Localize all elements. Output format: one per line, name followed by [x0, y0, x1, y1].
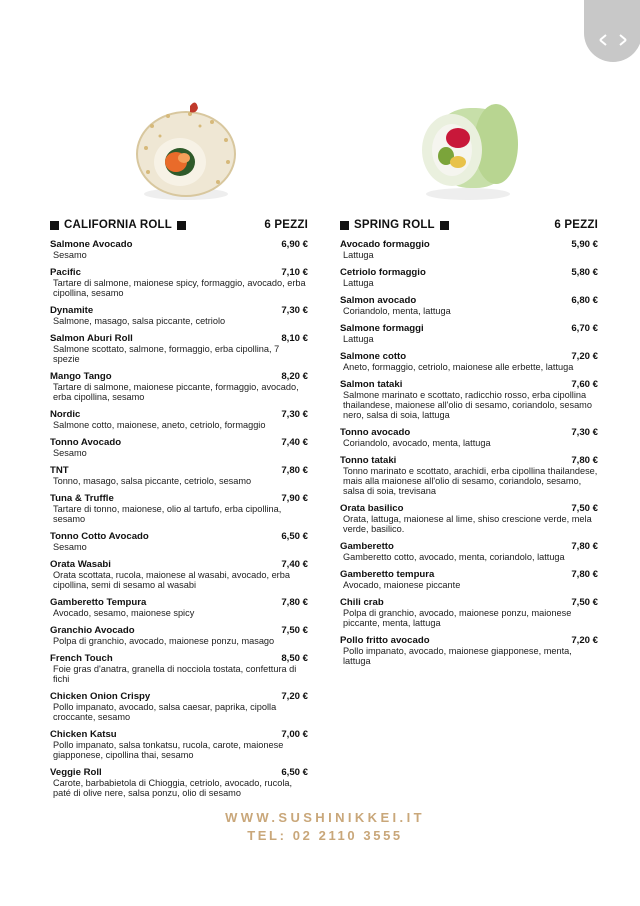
menu-item-name: Orata basilico — [340, 503, 404, 514]
menu-item-price: 7,50 € — [571, 597, 598, 608]
menu-item-description: Orata scottata, rucola, maionese al wasabi, avocado, erba cipollina, semi di sesamo al wasabi — [53, 570, 290, 590]
menu-item-price: 7,30 € — [281, 305, 308, 316]
menu-item-name: Salmon tataki — [340, 379, 403, 390]
square-bullet-icon — [440, 221, 449, 230]
menu-item-name: Avocado formaggio — [340, 239, 430, 250]
menu-item-row — [340, 597, 598, 608]
footer-phone[interactable]: TEL: 02 2110 3555 — [247, 828, 403, 843]
menu-item-row — [340, 295, 598, 306]
menu-item-row — [50, 305, 308, 316]
arrows-icon — [596, 34, 630, 46]
menu-item-name: Tonno Avocado — [50, 437, 122, 448]
menu-item — [50, 239, 308, 260]
california-roll-section — [50, 218, 308, 805]
section-title: SPRING ROLL — [354, 219, 435, 231]
menu-item — [50, 691, 308, 722]
menu-item-name: Orata Wasabi — [50, 559, 111, 570]
menu-item-price: 8,20 € — [281, 371, 308, 382]
menu-item-price: 7,20 € — [281, 691, 308, 702]
menu-item-description: Polpa di granchio, avocado, maionese ponzu, maionese piccante, menta, lattuga — [343, 608, 572, 628]
menu-item — [50, 465, 308, 486]
menu-item-description: Salmone cotto, maionese, aneto, cetriolo, formaggio — [53, 420, 266, 430]
menu-item-description: Tartare di salmone, maionese piccante, formaggio, avocado, erba cipollina, sesamo — [53, 382, 299, 402]
menu-item-price: 7,00 € — [281, 729, 308, 740]
footer-website[interactable]: WWW.SUSHINIKKEI.IT — [225, 810, 425, 825]
menu-item-name: Gamberetto tempura — [340, 569, 435, 580]
menu-item-price: 7,50 € — [281, 625, 308, 636]
menu-item — [340, 427, 598, 448]
section-pieces: 6 PEZZI — [554, 219, 598, 231]
menu-item — [50, 333, 308, 364]
corner-menu-button[interactable] — [584, 0, 640, 62]
menu-item-row — [340, 379, 598, 390]
menu-item — [50, 625, 308, 646]
menu-item-price: 6,70 € — [571, 323, 598, 334]
menu-item-row — [50, 409, 308, 420]
menu-item-name: Chicken Onion Crispy — [50, 691, 151, 702]
menu-item-price: 7,80 € — [281, 465, 308, 476]
menu-item-description: Sesamo — [53, 250, 87, 260]
menu-item-price: 7,80 € — [571, 541, 598, 552]
menu-item-row — [340, 635, 598, 646]
menu-item — [50, 437, 308, 458]
menu-item-price: 5,90 € — [571, 239, 598, 250]
menu-item-description: Tonno, masago, salsa piccante, cetriolo, sesamo — [53, 476, 252, 486]
menu-item-name: Gamberetto — [340, 541, 394, 552]
menu-item-row — [50, 767, 308, 778]
square-bullet-icon — [50, 221, 59, 230]
menu-item-price: 6,50 € — [281, 767, 308, 778]
menu-item-row — [50, 625, 308, 636]
menu-item-row — [340, 351, 598, 362]
menu-item-name: Salmone formaggi — [340, 323, 424, 334]
menu-item-price: 7,40 € — [281, 437, 308, 448]
menu-item-row — [340, 427, 598, 438]
menu-item-name: Nordic — [50, 409, 81, 420]
menu-item-row — [50, 239, 308, 250]
menu-item — [340, 455, 598, 496]
menu-item-name: French Touch — [50, 653, 113, 664]
menu-item-description: Carote, barbabietola di Chioggia, cetriolo, avocado, rucola, paté di olive nere, salsa ponzu, olio di sesamo — [53, 778, 293, 798]
menu-item-description: Coriandolo, menta, lattuga — [343, 306, 451, 316]
menu-item — [340, 323, 598, 344]
menu-item-description: Avocado, maionese piccante — [343, 580, 461, 590]
menu-item-description: Tonno marinato e scottato, arachidi, erba cipollina thailandese, mais alla maionese all'olio di sesamo, coriandolo, sesamo, salsa di soia, trevisana — [343, 466, 598, 496]
menu-item-description: Sesamo — [53, 448, 87, 458]
menu-item-row — [340, 541, 598, 552]
menu-item-name: Pacific — [50, 267, 81, 278]
menu-item-name: Salmone Avocado — [50, 239, 133, 250]
menu-item — [50, 559, 308, 590]
menu-item-row — [50, 267, 308, 278]
spring-roll-header — [340, 218, 598, 232]
menu-item — [50, 493, 308, 524]
menu-item-price: 7,40 € — [281, 559, 308, 570]
menu-item-description: Avocado, sesamo, maionese spicy — [53, 608, 195, 618]
menu-item — [50, 597, 308, 618]
section-pieces: 6 PEZZI — [264, 219, 308, 231]
menu-item-description: Lattuga — [343, 250, 374, 260]
menu-item-row — [340, 323, 598, 334]
menu-item-row — [50, 437, 308, 448]
spring-items-list — [340, 239, 598, 666]
menu-item — [340, 351, 598, 372]
california-items-list — [50, 239, 308, 798]
menu-item-description: Tartare di tonno, maionese, olio al tartufo, erba cipollina, sesamo — [53, 504, 282, 524]
square-bullet-icon — [177, 221, 186, 230]
menu-item-name: Granchio Avocado — [50, 625, 135, 636]
menu-item-name: Dynamite — [50, 305, 94, 316]
menu-item-price: 7,30 € — [281, 409, 308, 420]
menu-item-row — [50, 493, 308, 504]
menu-item-price: 7,30 € — [571, 427, 598, 438]
menu-item-row — [50, 333, 308, 344]
menu-item — [340, 295, 598, 316]
menu-item-price: 6,50 € — [281, 531, 308, 542]
menu-item — [50, 305, 308, 326]
menu-item-name: Veggie Roll — [50, 767, 102, 778]
menu-item-name: Mango Tango — [50, 371, 112, 382]
menu-item-name: Tonno Cotto Avocado — [50, 531, 149, 542]
menu-item-price: 8,50 € — [281, 653, 308, 664]
menu-item-row — [50, 531, 308, 542]
menu-item-description: Sesamo — [53, 542, 87, 552]
section-title: CALIFORNIA ROLL — [64, 219, 172, 231]
menu-item — [340, 379, 598, 420]
menu-item-row — [50, 597, 308, 608]
menu-item-name: Tonno avocado — [340, 427, 411, 438]
menu-item-description: Tartare di salmone, maionese spicy, formaggio, avocado, erba cipollina, sesamo — [53, 278, 306, 298]
menu-item-name: Tonno tataki — [340, 455, 397, 466]
menu-item-description: Salmone marinato e scottato, radicchio rosso, erba cipollina thailandese, maionese all'olio di sesamo, coriandolo, sesamo nero, salsa di soia, lattuga — [343, 390, 592, 420]
menu-item-description: Pollo impanato, avocado, maionese giapponese, menta, lattuga — [343, 646, 572, 666]
menu-item-price: 7,20 € — [571, 351, 598, 362]
menu-item-description: Coriandolo, avocado, menta, lattuga — [343, 438, 491, 448]
menu-item-name: Cetriolo formaggio — [340, 267, 426, 278]
menu-item-row — [50, 653, 308, 664]
menu-item-name: Salmon avocado — [340, 295, 417, 306]
menu-item-price: 7,50 € — [571, 503, 598, 514]
menu-item-row — [50, 729, 308, 740]
menu-item-description: Polpa di granchio, avocado, maionese ponzu, masago — [53, 636, 275, 646]
menu-item-row — [50, 465, 308, 476]
menu-item — [340, 569, 598, 590]
menu-item-price: 6,90 € — [281, 239, 308, 250]
square-bullet-icon — [340, 221, 349, 230]
menu-item-name: Gamberetto Tempura — [50, 597, 147, 608]
spring-roll-image — [408, 98, 524, 204]
menu-item — [340, 267, 598, 288]
menu-item-price: 7,10 € — [281, 267, 308, 278]
menu-item-description: Lattuga — [343, 278, 374, 288]
menu-item-description: Aneto, formaggio, cetriolo, maionese alle erbette, lattuga — [343, 362, 574, 372]
menu-item-name: Chicken Katsu — [50, 729, 117, 740]
california-roll-header — [50, 218, 308, 232]
menu-item-name: Salmon Aburi Roll — [50, 333, 133, 344]
menu-item-description: Salmone scottato, salmone, formaggio, erba cipollina, 7 spezie — [53, 344, 280, 364]
menu-item-description: Orata, lattuga, maionese al lime, shiso crescione verde, mela verde, basilico. — [343, 514, 592, 534]
menu-item-price: 6,80 € — [571, 295, 598, 306]
menu-item — [50, 371, 308, 402]
menu-item — [340, 503, 598, 534]
california-roll-image — [130, 96, 242, 208]
menu-item-description: Pollo impanato, avocado, salsa caesar, paprika, cipolla croccante, sesamo — [53, 702, 277, 722]
menu-item-price: 7,20 € — [571, 635, 598, 646]
menu-item — [340, 635, 598, 666]
menu-item-description: Salmone, masago, salsa piccante, cetriolo — [53, 316, 226, 326]
menu-item-row — [340, 455, 598, 466]
menu-item-price: 7,80 € — [571, 455, 598, 466]
menu-item — [340, 597, 598, 628]
menu-item-name: Chili crab — [340, 597, 384, 608]
menu-item-price: 7,80 € — [281, 597, 308, 608]
menu-item-row — [50, 371, 308, 382]
menu-item-price: 7,90 € — [281, 493, 308, 504]
menu-item-price: 7,80 € — [571, 569, 598, 580]
spring-roll-section — [340, 218, 598, 673]
menu-item-row — [340, 503, 598, 514]
menu-item-price: 8,10 € — [281, 333, 308, 344]
menu-item-name: TNT — [50, 465, 69, 476]
menu-item — [50, 267, 308, 298]
menu-item — [50, 531, 308, 552]
menu-item-price: 7,60 € — [571, 379, 598, 390]
menu-item — [50, 409, 308, 430]
menu-item-price: 5,80 € — [571, 267, 598, 278]
menu-item-row — [50, 559, 308, 570]
menu-item — [50, 653, 308, 684]
menu-item-row — [340, 239, 598, 250]
menu-item-row — [50, 691, 308, 702]
menu-item-name: Salmone cotto — [340, 351, 407, 362]
menu-item-row — [340, 569, 598, 580]
menu-item-name: Pollo fritto avocado — [340, 635, 430, 646]
menu-item-description: Lattuga — [343, 334, 374, 344]
menu-item-description: Pollo impanato, salsa tonkatsu, rucola, carote, maionese giapponese, cipollina thai, sesamo — [53, 740, 284, 760]
menu-item-description: Foie gras d'anatra, granella di nocciola tostata, confettura di fichi — [53, 664, 297, 684]
menu-item-name: Tuna & Truffle — [50, 493, 114, 504]
menu-item-description: Gamberetto cotto, avocado, menta, coriandolo, lattuga — [343, 552, 565, 562]
menu-item — [340, 239, 598, 260]
menu-item — [340, 541, 598, 562]
menu-item — [50, 767, 308, 798]
menu-item — [50, 729, 308, 760]
menu-item-row — [340, 267, 598, 278]
